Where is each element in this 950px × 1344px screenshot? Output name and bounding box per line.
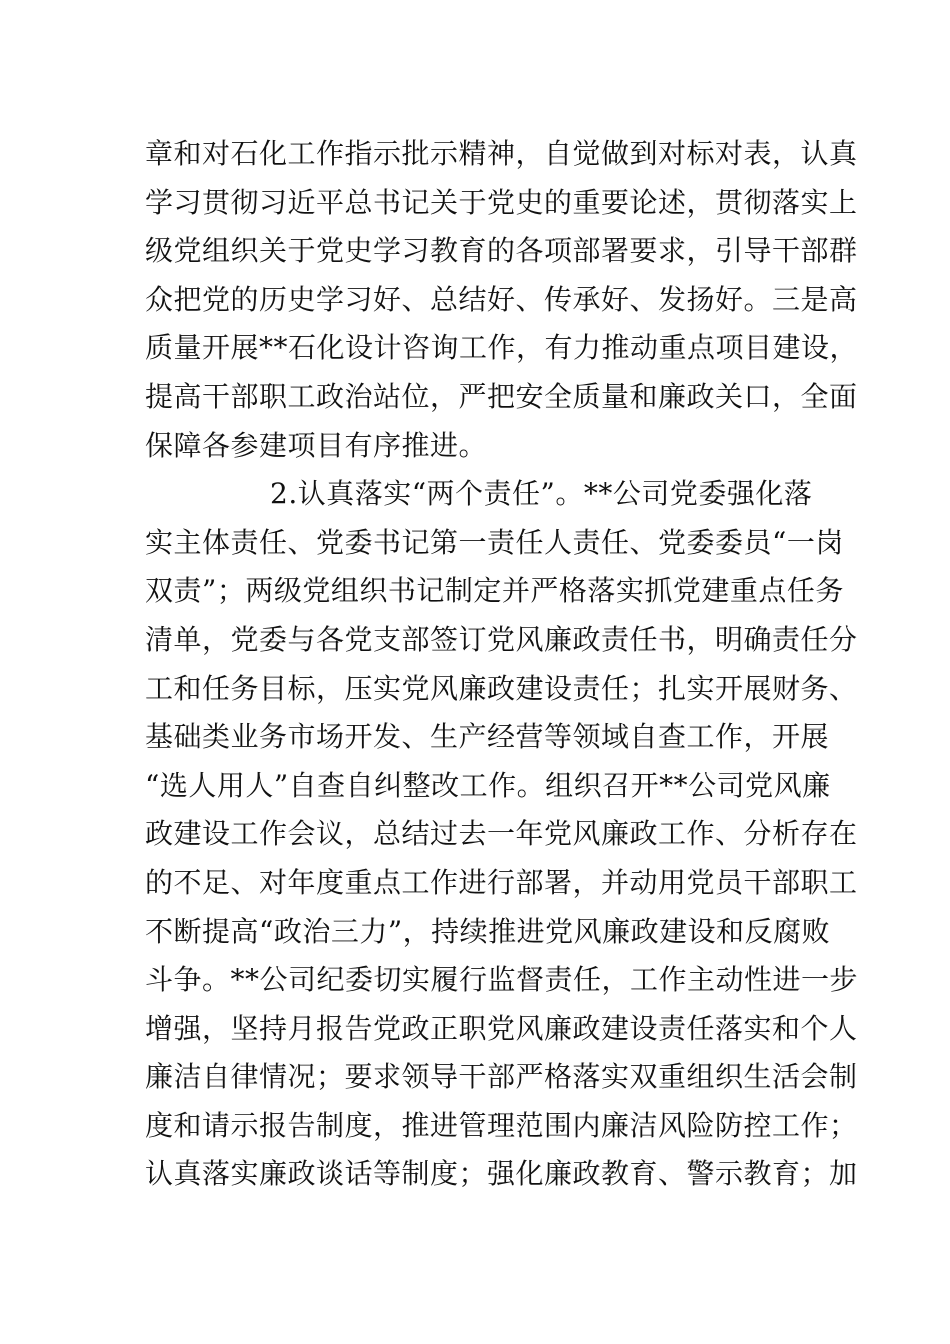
text-line: 章和对石化工作指示批示精神，自觉做到对标对表，认真 <box>145 137 858 170</box>
text-line: 级党组织关于党史学习教育的各项部署要求，引导干部群 <box>145 234 858 268</box>
text-line: 众把党的历史学习好、总结好、传承好、发扬好。三是高 <box>145 282 858 316</box>
text-line: 度和请示报告制度，推进管理范围内廉洁风险防控工作； <box>145 1108 858 1142</box>
text-line: 学习贯彻习近平总书记关于党史的重要论述，贯彻落实上 <box>145 185 858 219</box>
text-line: 增强，坚持月报告党政正职党风廉政建设责任落实和个人 <box>145 1011 858 1045</box>
body-text <box>145 130 859 1199</box>
text-line: 政建设工作会议，总结过去一年党风廉政工作、分析存在 <box>145 817 858 851</box>
text-line: 斗争。**公司纪委切实履行监督责任，工作主动性进一步 <box>145 963 859 997</box>
text-line: 保障各参建项目有序推进。 <box>145 428 488 462</box>
text-line: 提高干部职工政治站位，严把安全质量和廉政关口，全面 <box>145 379 858 413</box>
section-heading-line: 2.认真落实“两个责任”。**公司党委强化落 <box>270 477 813 511</box>
text-line: 廉洁自律情况；要求领导干部严格落实双重组织生活会制 <box>145 1060 858 1094</box>
text-line: 双责”；两级党组织书记制定并严格落实抓党建重点任务 <box>145 574 844 608</box>
text-line: 的不足、对年度重点工作进行部署，并动用党员干部职工 <box>145 865 858 899</box>
text-line: 不断提高“政治三力”，持续推进党风廉政建设和反腐败 <box>145 914 831 948</box>
text-line: 认真落实廉政谈话等制度；强化廉政教育、警示教育；加 <box>145 1157 858 1191</box>
text-line: “选人用人”自查自纠整改工作。组织召开**公司党风廉 <box>145 768 831 802</box>
text-line: 清单，党委与各党支部签订党风廉政责任书，明确责任分 <box>145 622 858 656</box>
text-line: 基础类业务市场开发、生产经营等领域自查工作，开展 <box>145 720 830 754</box>
text-line: 实主体责任、党委书记第一责任人责任、党委委员“一岗 <box>145 525 844 559</box>
text-line: 工和任务目标，压实党风廉政建设责任；扎实开展财务、 <box>145 671 858 705</box>
text-line: 质量开展**石化设计咨询工作，有力推动重点项目建设， <box>145 331 859 365</box>
